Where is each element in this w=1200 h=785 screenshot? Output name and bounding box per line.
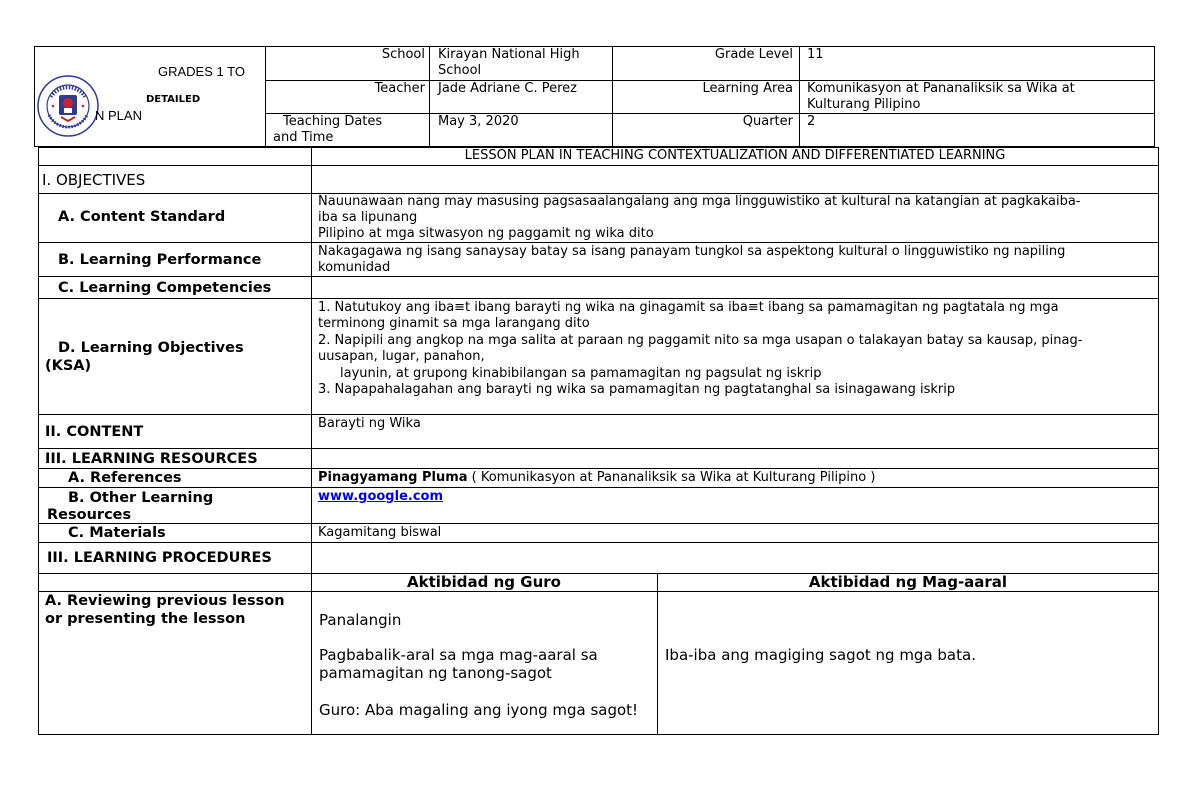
objective-2-cont-2: layunin, at grupong kinabibilangan sa pamamagitan ng pagsulat ng iskrip (340, 366, 822, 381)
references-title: Pinagyamang Pluma (318, 470, 468, 485)
deped-seal-icon (37, 75, 99, 137)
school-value-2: School (438, 63, 482, 78)
references-label: A. References (68, 470, 182, 486)
divider (311, 165, 1159, 166)
teacher-activity-review-2: pamamagitan ng tanong-sagot (319, 664, 552, 682)
other-resources-label-2: Resources (47, 507, 132, 523)
content-heading: II. CONTENT (45, 424, 144, 440)
dates-value: May 3, 2020 (438, 114, 519, 129)
materials-label: C. Materials (68, 525, 166, 541)
grade-level-value: 11 (807, 47, 824, 62)
quarter-label: Quarter (742, 114, 793, 129)
divider (38, 165, 311, 166)
ksa-label: (KSA) (45, 358, 92, 374)
learning-performance-text: Nakagagawa ng isang sanaysay batay sa isang panayam tungkol sa aspektong kultural o lingguwistiko ng napiling (318, 244, 1066, 259)
objective-1-cont: terminong ginamit sa mga larangang dito (318, 316, 590, 331)
divider (38, 414, 1159, 415)
objective-2-cont: uusapan, lugar, panahon, (318, 349, 485, 364)
divider (38, 468, 1159, 469)
divider (38, 542, 1159, 543)
learning-procedures-heading: III. LEARNING PROCEDURES (47, 550, 272, 566)
learning-area-value-2: Kulturang Pilipino (807, 97, 921, 112)
references-detail: ( Komunikasyon at Pananaliksik sa Wika at Kulturang Pilipino ) (467, 470, 876, 485)
divider (311, 147, 312, 735)
teacher-activity-header: Aktibidad ng Guro (407, 573, 561, 591)
school-value: Kirayan National High (438, 47, 580, 62)
grades-text: GRADES 1 TO (158, 64, 245, 79)
teacher-label: Teacher (374, 81, 425, 96)
grade-level-label: Grade Level (714, 47, 793, 62)
lesson-title: LESSON PLAN IN TEACHING CONTEXTUALIZATION AND DIFFERENTIATED LEARNING (464, 148, 1006, 163)
objectives-heading: I. OBJECTIVES (42, 171, 146, 189)
learning-performance-label: B. Learning Performance (58, 252, 262, 268)
divider (38, 298, 1159, 299)
divider (799, 46, 800, 147)
content-standard-label: A. Content Standard (58, 209, 226, 225)
detailed-text: DETAILED (146, 94, 201, 105)
learning-performance-text-2: komunidad (318, 260, 391, 275)
teacher-activity-prayer: Panalangin (319, 611, 402, 629)
learning-area-value: Komunikasyon at Pananaliksik sa Wika at (807, 81, 1075, 96)
divider (429, 46, 430, 147)
divider (657, 573, 658, 735)
other-resources-label: B. Other Learning (68, 490, 214, 506)
review-label-2: or presenting the lesson (45, 611, 246, 627)
divider (38, 487, 1159, 488)
content-standard-text: Nauunawaan nang may masusing pagsasaalangalang ang mga lingguwistiko at kultural na katangian at pagkakaiba- (318, 194, 1081, 209)
learning-competencies-label: C. Learning Competencies (58, 280, 272, 296)
learning-resources-heading: III. LEARNING RESOURCES (45, 451, 258, 467)
teacher-activity-praise: Guro: Aba magaling ang iyong mga sagot! (319, 701, 639, 719)
student-activity-answer: Iba-iba ang magiging sagot ng mga bata. (665, 646, 976, 664)
materials-value: Kagamitang biswal (318, 525, 442, 540)
content-value: Barayti ng Wika (318, 416, 421, 431)
divider (38, 242, 1159, 243)
objective-3: 3. Napapahalagahan ang barayti ng wika sa pamamagitan ng pagtatanghal sa isinagawang iskrip (318, 382, 956, 397)
divider (38, 523, 1159, 524)
teacher-value: Jade Adriane C. Perez (438, 81, 577, 96)
review-label: A. Reviewing previous lesson (45, 593, 285, 609)
learning-area-label: Learning Area (702, 81, 793, 96)
dates-label: Teaching Dates (283, 114, 383, 129)
objective-1: 1. Natutukoy ang iba≡t ibang barayti ng wika na ginagamit sa iba≡t ibang sa pamamagitan ng pagtatala ng mga (318, 300, 1059, 315)
google-link[interactable]: www.google.com (318, 489, 444, 504)
teacher-activity-review: Pagbabalik-aral sa mga mag-aaral sa (319, 646, 598, 664)
school-label: School (381, 47, 425, 62)
references-value (318, 470, 875, 486)
learning-objectives-label: D. Learning Objectives (58, 340, 244, 356)
student-activity-header: Aktibidad ng Mag-aaral (808, 573, 1008, 591)
divider (38, 448, 1159, 449)
divider (38, 276, 1159, 277)
objective-2: 2. Napipili ang angkop na mga salita at paraan ng paggamit nito sa mga usapan o talakayan batay sa kausap, pinag- (318, 333, 1083, 348)
quarter-value: 2 (807, 114, 816, 129)
content-standard-text-2: iba sa lipunang (318, 210, 418, 225)
dates-label-2: and Time (273, 130, 334, 145)
content-standard-text-3: Pilipino at mga sitwasyon ng paggamit ng wika dito (318, 226, 654, 241)
plan-text: N PLAN (95, 108, 142, 123)
